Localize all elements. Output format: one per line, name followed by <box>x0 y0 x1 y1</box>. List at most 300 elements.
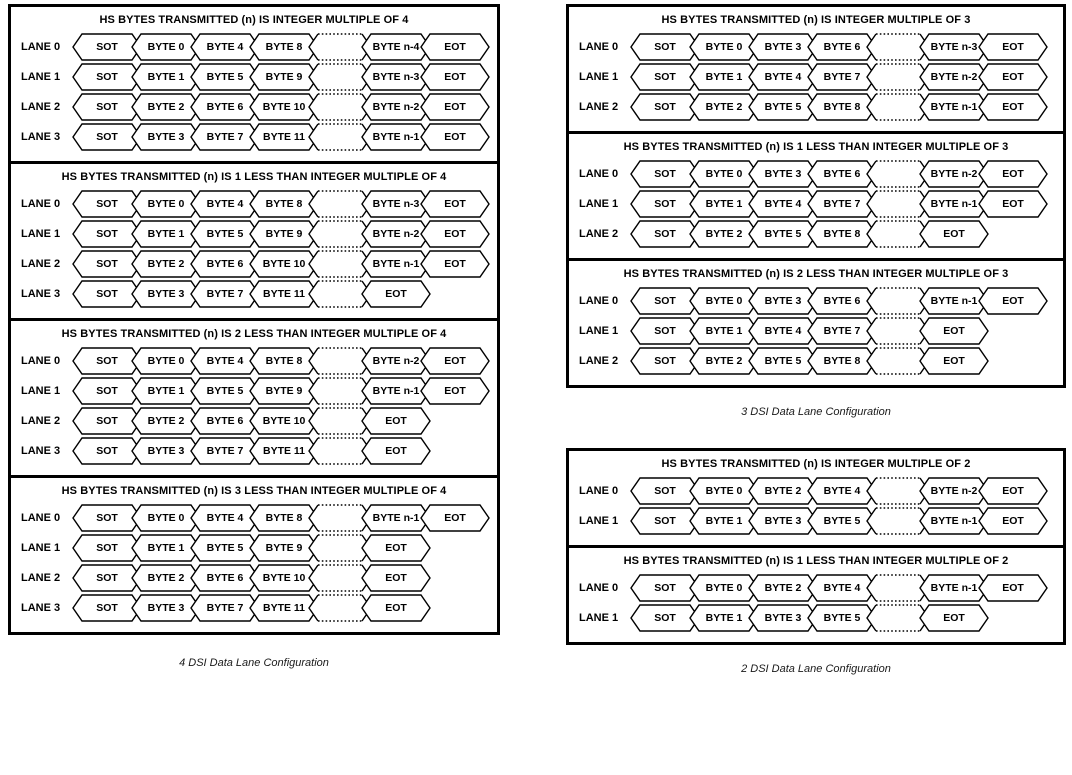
cell-label: BYTE 5 <box>764 228 802 240</box>
sot-cell-icon <box>73 378 141 404</box>
four-lane-column <box>8 4 500 669</box>
lane-cell-strip <box>631 92 1063 122</box>
sot-cell-icon <box>73 348 141 374</box>
cell-label: EOT <box>385 542 407 554</box>
cell-label: SOT <box>654 325 676 337</box>
cell-label: BYTE 0 <box>705 485 743 497</box>
byte-cell-icon <box>749 508 817 534</box>
lane-config-panel <box>569 261 1063 385</box>
lane-cell-strip <box>73 346 497 376</box>
cell-label: BYTE 6 <box>206 415 244 427</box>
cell-label: EOT <box>385 415 407 427</box>
lane-row <box>569 32 1063 62</box>
cell-label: SOT <box>96 415 118 427</box>
cell-label: BYTE 7 <box>823 325 861 337</box>
lane-cell-strip <box>73 62 497 92</box>
sot-cell-icon <box>631 318 699 344</box>
cell-label: BYTE 8 <box>265 41 303 53</box>
cell-label: SOT <box>654 198 676 210</box>
byte-cell-icon <box>250 408 318 434</box>
cell-label: BYTE 8 <box>265 355 303 367</box>
sot-cell-icon <box>73 535 141 561</box>
byte-cell-icon <box>362 94 430 120</box>
byte-cell-icon <box>191 408 259 434</box>
byte-cell-icon <box>132 251 200 277</box>
byte-cell-icon <box>690 191 758 217</box>
byte-cell-icon <box>690 575 758 601</box>
byte-cell-icon <box>690 478 758 504</box>
sot-cell-icon <box>73 251 141 277</box>
sot-cell-icon <box>73 438 141 464</box>
eot-cell-icon <box>979 161 1047 187</box>
cell-label: BYTE 9 <box>265 228 303 240</box>
eot-cell-icon <box>979 288 1047 314</box>
byte-cell-icon <box>749 288 817 314</box>
byte-cell-icon <box>250 251 318 277</box>
byte-cell-icon <box>749 34 817 60</box>
panel-title: HS BYTES TRANSMITTED (n) IS 2 LESS THAN INTEGER MULTIPLE OF 4 <box>61 328 447 340</box>
cell-label: BYTE n-2 <box>372 355 420 367</box>
configuration-caption: 3 DSI Data Lane Configuration <box>741 406 891 418</box>
cell-label: EOT <box>1002 101 1024 113</box>
cell-label: SOT <box>96 71 118 83</box>
cell-label: BYTE n-4 <box>372 41 420 53</box>
eot-cell-icon <box>421 348 489 374</box>
cell-label: BYTE 5 <box>206 71 244 83</box>
byte-cell-icon <box>362 378 430 404</box>
lane-row <box>569 286 1063 316</box>
lane-cell-strip <box>631 189 1063 219</box>
byte-cell-icon <box>132 281 200 307</box>
eot-cell-icon <box>362 595 430 621</box>
panel-title: HS BYTES TRANSMITTED (n) IS 1 LESS THAN INTEGER MULTIPLE OF 4 <box>61 171 447 183</box>
cell-label: SOT <box>96 41 118 53</box>
cell-label: EOT <box>444 385 466 397</box>
cell-label: BYTE 8 <box>823 228 861 240</box>
cell-label: BYTE 5 <box>823 612 861 624</box>
byte-cell-icon <box>362 34 430 60</box>
eot-cell-icon <box>920 221 988 247</box>
cell-label: EOT <box>1002 71 1024 83</box>
cell-label: BYTE 11 <box>262 445 306 457</box>
byte-cell-icon <box>191 595 259 621</box>
lane-label: LANE 0 <box>579 485 619 497</box>
byte-cell-icon <box>808 161 876 187</box>
cell-label: BYTE 8 <box>823 355 861 367</box>
lane-row <box>11 533 497 563</box>
cell-label: BYTE 0 <box>147 198 185 210</box>
cell-label: EOT <box>943 612 965 624</box>
byte-cell-icon <box>808 191 876 217</box>
lane-label: LANE 2 <box>21 415 61 427</box>
cell-label: BYTE 0 <box>705 295 743 307</box>
lane-label: LANE 1 <box>21 228 61 240</box>
lane-label: LANE 1 <box>21 385 61 397</box>
cell-label: BYTE 2 <box>147 258 185 270</box>
cell-label: BYTE 3 <box>147 445 185 457</box>
lane-cell-strip <box>73 32 497 62</box>
sot-cell-icon <box>631 161 699 187</box>
byte-cell-icon <box>920 288 988 314</box>
byte-cell-icon <box>132 94 200 120</box>
lane-cell-strip <box>631 346 1063 376</box>
cell-label: BYTE 4 <box>206 512 244 524</box>
cell-label: BYTE 3 <box>764 168 802 180</box>
byte-cell-icon <box>808 575 876 601</box>
cell-label: BYTE 0 <box>705 582 743 594</box>
byte-cell-icon <box>132 221 200 247</box>
cell-label: BYTE n-1 <box>372 131 420 143</box>
lane-cell-strip <box>73 563 497 593</box>
lane-cell-strip <box>631 286 1063 316</box>
lane-label: LANE 1 <box>579 198 619 210</box>
eot-cell-icon <box>979 478 1047 504</box>
cell-label: EOT <box>943 325 965 337</box>
lane-row <box>569 189 1063 219</box>
byte-cell-icon <box>808 221 876 247</box>
cell-label: BYTE 2 <box>147 572 185 584</box>
sot-cell-icon <box>73 64 141 90</box>
byte-cell-icon <box>690 318 758 344</box>
cell-label: BYTE 0 <box>147 41 185 53</box>
lane-config-panel <box>569 7 1063 134</box>
cell-label: BYTE 5 <box>764 101 802 113</box>
cell-label: BYTE 6 <box>206 101 244 113</box>
cell-label: BYTE 2 <box>147 101 185 113</box>
cell-label: SOT <box>96 288 118 300</box>
byte-cell-icon <box>362 348 430 374</box>
byte-cell-icon <box>132 535 200 561</box>
cell-label: EOT <box>1002 198 1024 210</box>
cell-label: BYTE 8 <box>265 512 303 524</box>
lane-label: LANE 1 <box>579 515 619 527</box>
sot-cell-icon <box>73 408 141 434</box>
cell-label: EOT <box>444 258 466 270</box>
cell-label: SOT <box>96 101 118 113</box>
lane-config-panel <box>11 321 497 478</box>
cell-label: BYTE n-3 <box>930 41 978 53</box>
cell-label: SOT <box>654 168 676 180</box>
byte-cell-icon <box>191 378 259 404</box>
byte-cell-icon <box>132 191 200 217</box>
byte-cell-icon <box>362 64 430 90</box>
lane-label: LANE 0 <box>579 295 619 307</box>
byte-cell-icon <box>250 438 318 464</box>
lane-cell-strip <box>631 316 1063 346</box>
cell-label: BYTE 1 <box>147 71 185 83</box>
eot-cell-icon <box>362 281 430 307</box>
cell-label: BYTE n-1 <box>930 198 978 210</box>
cell-label: BYTE n-1 <box>930 515 978 527</box>
cell-label: BYTE 10 <box>262 258 306 270</box>
byte-cell-icon <box>749 348 817 374</box>
lane-row <box>11 122 497 152</box>
byte-cell-icon <box>132 378 200 404</box>
cell-label: BYTE n-1 <box>930 295 978 307</box>
eot-cell-icon <box>979 64 1047 90</box>
lane-label: LANE 1 <box>21 71 61 83</box>
cell-label: BYTE 4 <box>206 355 244 367</box>
byte-cell-icon <box>690 348 758 374</box>
byte-cell-icon <box>250 221 318 247</box>
cell-label: BYTE 1 <box>705 612 743 624</box>
cell-label: EOT <box>444 131 466 143</box>
lane-cell-strip <box>631 573 1063 603</box>
lane-config-panel <box>11 478 497 632</box>
cell-label: BYTE 6 <box>823 41 861 53</box>
lane-label: LANE 3 <box>21 288 61 300</box>
lane-row <box>11 249 497 279</box>
cell-label: BYTE 7 <box>206 445 244 457</box>
lane-cell-strip <box>631 32 1063 62</box>
lane-row <box>11 563 497 593</box>
panel-title: HS BYTES TRANSMITTED (n) IS INTEGER MULTIPLE OF 3 <box>661 14 971 26</box>
byte-cell-icon <box>808 318 876 344</box>
panel-group <box>566 448 1066 645</box>
cell-label: BYTE 3 <box>764 515 802 527</box>
cell-label: BYTE n-1 <box>372 258 420 270</box>
three-and-two-lane-column <box>566 4 1066 705</box>
configuration-caption: 2 DSI Data Lane Configuration <box>741 663 891 675</box>
cell-label: BYTE 1 <box>705 515 743 527</box>
lane-row <box>11 406 497 436</box>
byte-cell-icon <box>191 281 259 307</box>
lane-row <box>11 346 497 376</box>
cell-label: SOT <box>96 228 118 240</box>
eot-cell-icon <box>979 191 1047 217</box>
byte-cell-icon <box>250 595 318 621</box>
cell-label: BYTE 0 <box>147 512 185 524</box>
cell-label: SOT <box>654 612 676 624</box>
cell-label: BYTE 2 <box>147 415 185 427</box>
cell-label: BYTE 3 <box>147 602 185 614</box>
eot-cell-icon <box>979 94 1047 120</box>
lane-cell-strip <box>631 219 1063 249</box>
cell-label: BYTE 11 <box>262 602 306 614</box>
cell-label: BYTE n-2 <box>930 71 978 83</box>
cell-label: BYTE 3 <box>147 288 185 300</box>
byte-cell-icon <box>808 94 876 120</box>
lane-label: LANE 2 <box>579 228 619 240</box>
byte-cell-icon <box>250 191 318 217</box>
cell-label: BYTE 3 <box>764 41 802 53</box>
eot-cell-icon <box>421 251 489 277</box>
cell-label: EOT <box>1002 41 1024 53</box>
byte-cell-icon <box>920 161 988 187</box>
byte-cell-icon <box>749 575 817 601</box>
cell-label: BYTE 8 <box>265 198 303 210</box>
cell-label: EOT <box>444 101 466 113</box>
cell-label: SOT <box>96 572 118 584</box>
byte-cell-icon <box>132 565 200 591</box>
sot-cell-icon <box>631 191 699 217</box>
byte-cell-icon <box>920 64 988 90</box>
lane-label: LANE 0 <box>21 198 61 210</box>
lane-label: LANE 2 <box>579 101 619 113</box>
cell-label: EOT <box>444 198 466 210</box>
lane-label: LANE 2 <box>21 101 61 113</box>
byte-cell-icon <box>749 64 817 90</box>
sot-cell-icon <box>631 34 699 60</box>
lane-cell-strip <box>73 92 497 122</box>
eot-cell-icon <box>421 505 489 531</box>
eot-cell-icon <box>979 575 1047 601</box>
lane-row <box>11 92 497 122</box>
lane-row <box>569 346 1063 376</box>
panel-title: HS BYTES TRANSMITTED (n) IS 2 LESS THAN INTEGER MULTIPLE OF 3 <box>623 268 1009 280</box>
lane-row <box>11 219 497 249</box>
byte-cell-icon <box>920 478 988 504</box>
byte-cell-icon <box>191 565 259 591</box>
sot-cell-icon <box>631 605 699 631</box>
byte-cell-icon <box>690 288 758 314</box>
cell-label: SOT <box>654 41 676 53</box>
cell-label: BYTE 9 <box>265 385 303 397</box>
eot-cell-icon <box>920 348 988 374</box>
sot-cell-icon <box>73 595 141 621</box>
eot-cell-icon <box>362 438 430 464</box>
byte-cell-icon <box>191 94 259 120</box>
cell-label: BYTE 6 <box>206 572 244 584</box>
cell-label: SOT <box>654 485 676 497</box>
cell-label: BYTE 3 <box>764 612 802 624</box>
byte-cell-icon <box>808 64 876 90</box>
eot-cell-icon <box>421 191 489 217</box>
lane-row <box>11 62 497 92</box>
cell-label: SOT <box>654 101 676 113</box>
cell-label: EOT <box>1002 515 1024 527</box>
byte-cell-icon <box>250 535 318 561</box>
sot-cell-icon <box>631 478 699 504</box>
cell-label: EOT <box>1002 168 1024 180</box>
sot-cell-icon <box>73 505 141 531</box>
byte-cell-icon <box>362 221 430 247</box>
lane-cell-strip <box>73 279 497 309</box>
cell-label: BYTE 1 <box>705 71 743 83</box>
lane-cell-strip <box>631 603 1063 633</box>
lane-label: LANE 2 <box>579 355 619 367</box>
cell-label: SOT <box>96 445 118 457</box>
lane-row <box>569 92 1063 122</box>
cell-label: BYTE 7 <box>206 602 244 614</box>
cell-label: EOT <box>943 355 965 367</box>
lane-row <box>11 503 497 533</box>
lane-row <box>11 279 497 309</box>
cell-label: SOT <box>654 228 676 240</box>
lane-row <box>11 436 497 466</box>
cell-label: BYTE 4 <box>823 485 861 497</box>
byte-cell-icon <box>250 378 318 404</box>
sot-cell-icon <box>631 348 699 374</box>
cell-label: BYTE 0 <box>705 41 743 53</box>
cell-label: BYTE 11 <box>262 288 306 300</box>
panel-title: HS BYTES TRANSMITTED (n) IS INTEGER MULTIPLE OF 4 <box>99 14 409 26</box>
byte-cell-icon <box>690 221 758 247</box>
lane-row <box>11 376 497 406</box>
cell-label: SOT <box>96 542 118 554</box>
configuration-caption: 4 DSI Data Lane Configuration <box>179 657 329 669</box>
cell-label: BYTE 4 <box>206 41 244 53</box>
lane-cell-strip <box>73 533 497 563</box>
lane-cell-strip <box>631 159 1063 189</box>
lane-label: LANE 0 <box>579 168 619 180</box>
cell-label: BYTE n-3 <box>372 198 420 210</box>
sot-cell-icon <box>73 565 141 591</box>
byte-cell-icon <box>362 124 430 150</box>
cell-label: BYTE 2 <box>705 355 743 367</box>
cell-label: BYTE 7 <box>823 198 861 210</box>
byte-cell-icon <box>132 64 200 90</box>
sot-cell-icon <box>73 221 141 247</box>
sot-cell-icon <box>73 34 141 60</box>
cell-label: SOT <box>654 295 676 307</box>
lane-cell-strip <box>631 62 1063 92</box>
cell-label: BYTE 1 <box>147 542 185 554</box>
lane-row <box>11 32 497 62</box>
byte-cell-icon <box>191 438 259 464</box>
byte-cell-icon <box>250 34 318 60</box>
lane-row <box>569 62 1063 92</box>
lane-config-panel <box>569 548 1063 642</box>
cell-label: SOT <box>96 385 118 397</box>
cell-label: SOT <box>96 258 118 270</box>
cell-label: BYTE 7 <box>823 71 861 83</box>
cell-label: BYTE 3 <box>764 295 802 307</box>
lane-label: LANE 1 <box>579 325 619 337</box>
lane-label: LANE 1 <box>579 71 619 83</box>
lane-row <box>11 189 497 219</box>
byte-cell-icon <box>132 595 200 621</box>
cell-label: EOT <box>1002 485 1024 497</box>
cell-label: EOT <box>444 512 466 524</box>
cell-label: BYTE n-1 <box>930 582 978 594</box>
cell-label: BYTE 2 <box>764 582 802 594</box>
eot-cell-icon <box>421 94 489 120</box>
cell-label: SOT <box>96 131 118 143</box>
byte-cell-icon <box>132 438 200 464</box>
cell-label: BYTE 9 <box>265 71 303 83</box>
cell-label: SOT <box>96 512 118 524</box>
cell-label: BYTE n-1 <box>372 512 420 524</box>
byte-cell-icon <box>250 94 318 120</box>
lane-cell-strip <box>73 503 497 533</box>
sot-cell-icon <box>73 124 141 150</box>
lane-row <box>569 159 1063 189</box>
cell-label: BYTE 7 <box>206 131 244 143</box>
sot-cell-icon <box>631 508 699 534</box>
lane-row <box>569 506 1063 536</box>
sot-cell-icon <box>631 575 699 601</box>
cell-label: BYTE 11 <box>262 131 306 143</box>
lane-config-panel <box>569 451 1063 548</box>
cell-label: EOT <box>1002 582 1024 594</box>
cell-label: EOT <box>385 445 407 457</box>
cell-label: BYTE 1 <box>147 385 185 397</box>
lane-config-panel <box>569 134 1063 261</box>
byte-cell-icon <box>690 605 758 631</box>
sot-cell-icon <box>73 191 141 217</box>
cell-label: SOT <box>96 198 118 210</box>
cell-label: EOT <box>385 572 407 584</box>
lane-label: LANE 1 <box>579 612 619 624</box>
byte-cell-icon <box>250 565 318 591</box>
byte-cell-icon <box>132 408 200 434</box>
cell-label: SOT <box>96 602 118 614</box>
byte-cell-icon <box>749 221 817 247</box>
cell-label: BYTE 2 <box>705 228 743 240</box>
cell-label: SOT <box>654 355 676 367</box>
lane-label: LANE 3 <box>21 602 61 614</box>
